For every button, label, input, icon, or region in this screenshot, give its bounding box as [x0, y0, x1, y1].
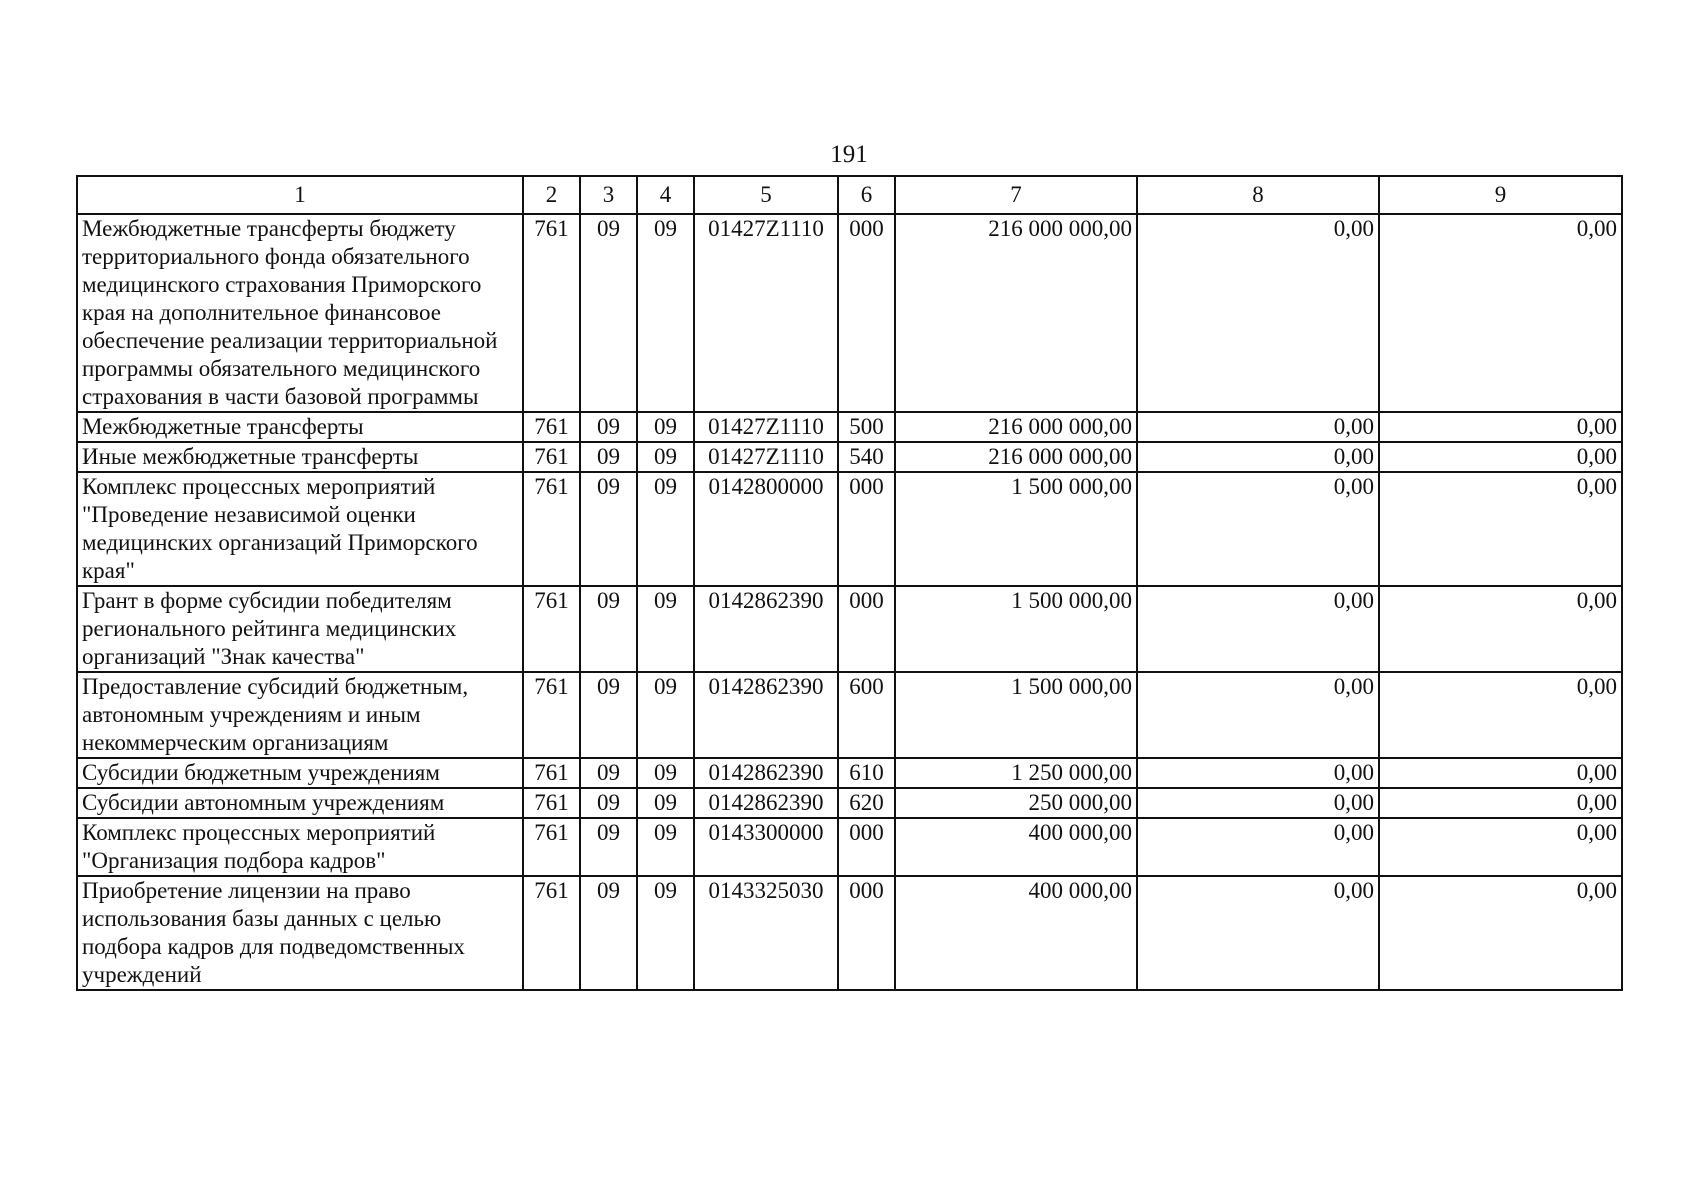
column-header: 5 — [694, 176, 838, 214]
amount-cell: 400 000,00 — [895, 876, 1137, 990]
amount-cell: 0,00 — [1379, 876, 1622, 990]
amount-cell: 0,00 — [1137, 818, 1379, 876]
code-cell: 09 — [580, 672, 637, 758]
header-row — [77, 176, 1622, 214]
amount-cell: 0,00 — [1137, 472, 1379, 586]
code-cell: 761 — [523, 412, 580, 442]
code-cell: 09 — [580, 412, 637, 442]
amount-cell: 216 000 000,00 — [895, 214, 1137, 412]
code-cell: 09 — [580, 586, 637, 672]
amount-cell: 0,00 — [1137, 442, 1379, 472]
table-row — [77, 758, 1622, 788]
amount-cell: 0,00 — [1137, 672, 1379, 758]
row-name-cell: Иные межбюджетные трансферты — [77, 442, 523, 472]
code-cell: 761 — [523, 788, 580, 818]
amount-cell: 0,00 — [1379, 412, 1622, 442]
table-body — [77, 214, 1622, 990]
amount-cell: 0,00 — [1379, 442, 1622, 472]
code-cell: 000 — [838, 214, 895, 412]
code-cell: 000 — [838, 586, 895, 672]
code-cell: 09 — [637, 472, 694, 586]
code-cell: 09 — [580, 758, 637, 788]
code-cell: 0142862390 — [694, 672, 838, 758]
row-name-cell: Приобретение лицензии на право использования базы данных с целью подбора кадров для подведомственных учреждений — [77, 876, 523, 990]
code-cell: 01427Z1110 — [694, 412, 838, 442]
amount-cell: 0,00 — [1379, 672, 1622, 758]
amount-cell: 1 500 000,00 — [895, 672, 1137, 758]
code-cell: 761 — [523, 214, 580, 412]
amount-cell: 216 000 000,00 — [895, 442, 1137, 472]
table-row — [77, 818, 1622, 876]
code-cell: 01427Z1110 — [694, 442, 838, 472]
row-name-cell: Межбюджетные трансферты — [77, 412, 523, 442]
code-cell: 761 — [523, 586, 580, 672]
row-name-cell: Грант в форме субсидии победителям регионального рейтинга медицинских организаций "Знак качества" — [77, 586, 523, 672]
table-row — [77, 412, 1622, 442]
code-cell: 610 — [838, 758, 895, 788]
amount-cell: 250 000,00 — [895, 788, 1137, 818]
column-header: 1 — [77, 176, 523, 214]
table-row — [77, 472, 1622, 586]
table-row — [77, 788, 1622, 818]
column-header: 7 — [895, 176, 1137, 214]
code-cell: 09 — [637, 876, 694, 990]
budget-table — [76, 175, 1623, 991]
code-cell: 000 — [838, 876, 895, 990]
code-cell: 09 — [637, 586, 694, 672]
table-row — [77, 442, 1622, 472]
code-cell: 000 — [838, 472, 895, 586]
amount-cell: 0,00 — [1137, 412, 1379, 442]
amount-cell: 0,00 — [1137, 586, 1379, 672]
code-cell: 761 — [523, 672, 580, 758]
column-header: 6 — [838, 176, 895, 214]
table-row — [77, 672, 1622, 758]
amount-cell: 0,00 — [1137, 758, 1379, 788]
amount-cell: 0,00 — [1379, 214, 1622, 412]
row-name-cell: Субсидии бюджетным учреждениям — [77, 758, 523, 788]
column-header: 8 — [1137, 176, 1379, 214]
amount-cell: 0,00 — [1379, 472, 1622, 586]
column-header: 4 — [637, 176, 694, 214]
code-cell: 761 — [523, 758, 580, 788]
row-name-cell: Комплекс процессных мероприятий "Проведение независимой оценки медицинских организаций Приморского края" — [77, 472, 523, 586]
code-cell: 09 — [637, 442, 694, 472]
code-cell: 09 — [580, 788, 637, 818]
amount-cell: 216 000 000,00 — [895, 412, 1137, 442]
amount-cell: 0,00 — [1379, 818, 1622, 876]
code-cell: 600 — [838, 672, 895, 758]
column-header: 9 — [1379, 176, 1622, 214]
page-number: 191 — [830, 141, 868, 168]
code-cell: 09 — [580, 876, 637, 990]
code-cell: 09 — [637, 214, 694, 412]
code-cell: 09 — [637, 412, 694, 442]
code-cell: 09 — [580, 472, 637, 586]
amount-cell: 0,00 — [1137, 788, 1379, 818]
amount-cell: 400 000,00 — [895, 818, 1137, 876]
column-header: 3 — [580, 176, 637, 214]
code-cell: 09 — [580, 214, 637, 412]
table-row — [77, 586, 1622, 672]
amount-cell: 0,00 — [1137, 214, 1379, 412]
code-cell: 000 — [838, 818, 895, 876]
code-cell: 09 — [580, 442, 637, 472]
amount-cell: 0,00 — [1379, 758, 1622, 788]
table-row — [77, 876, 1622, 990]
code-cell: 09 — [637, 818, 694, 876]
code-cell: 761 — [523, 472, 580, 586]
code-cell: 500 — [838, 412, 895, 442]
amount-cell: 0,00 — [1379, 788, 1622, 818]
code-cell: 761 — [523, 442, 580, 472]
code-cell: 09 — [637, 672, 694, 758]
code-cell: 620 — [838, 788, 895, 818]
amount-cell: 1 250 000,00 — [895, 758, 1137, 788]
code-cell: 761 — [523, 876, 580, 990]
row-name-cell: Субсидии автономным учреждениям — [77, 788, 523, 818]
column-header: 2 — [523, 176, 580, 214]
amount-cell: 1 500 000,00 — [895, 586, 1137, 672]
code-cell: 540 — [838, 442, 895, 472]
amount-cell: 0,00 — [1379, 586, 1622, 672]
code-cell: 09 — [637, 758, 694, 788]
code-cell: 09 — [580, 818, 637, 876]
table-row — [77, 214, 1622, 412]
code-cell: 0143300000 — [694, 818, 838, 876]
code-cell: 09 — [637, 788, 694, 818]
row-name-cell: Предоставление субсидий бюджетным, автономным учреждениям и иным некоммерческим организациям — [77, 672, 523, 758]
code-cell: 0142800000 — [694, 472, 838, 586]
table-header — [77, 176, 1622, 214]
code-cell: 0143325030 — [694, 876, 838, 990]
code-cell: 0142862390 — [694, 788, 838, 818]
code-cell: 01427Z1110 — [694, 214, 838, 412]
amount-cell: 0,00 — [1137, 876, 1379, 990]
row-name-cell: Комплекс процессных мероприятий "Организация подбора кадров" — [77, 818, 523, 876]
row-name-cell: Межбюджетные трансферты бюджету территориального фонда обязательного медицинского страхования Приморского края на дополнительное финансовое обеспечение реализации территориальной программы обязательного медицинского страхования в части базовой программы — [77, 214, 523, 412]
code-cell: 0142862390 — [694, 586, 838, 672]
code-cell: 0142862390 — [694, 758, 838, 788]
amount-cell: 1 500 000,00 — [895, 472, 1137, 586]
code-cell: 761 — [523, 818, 580, 876]
